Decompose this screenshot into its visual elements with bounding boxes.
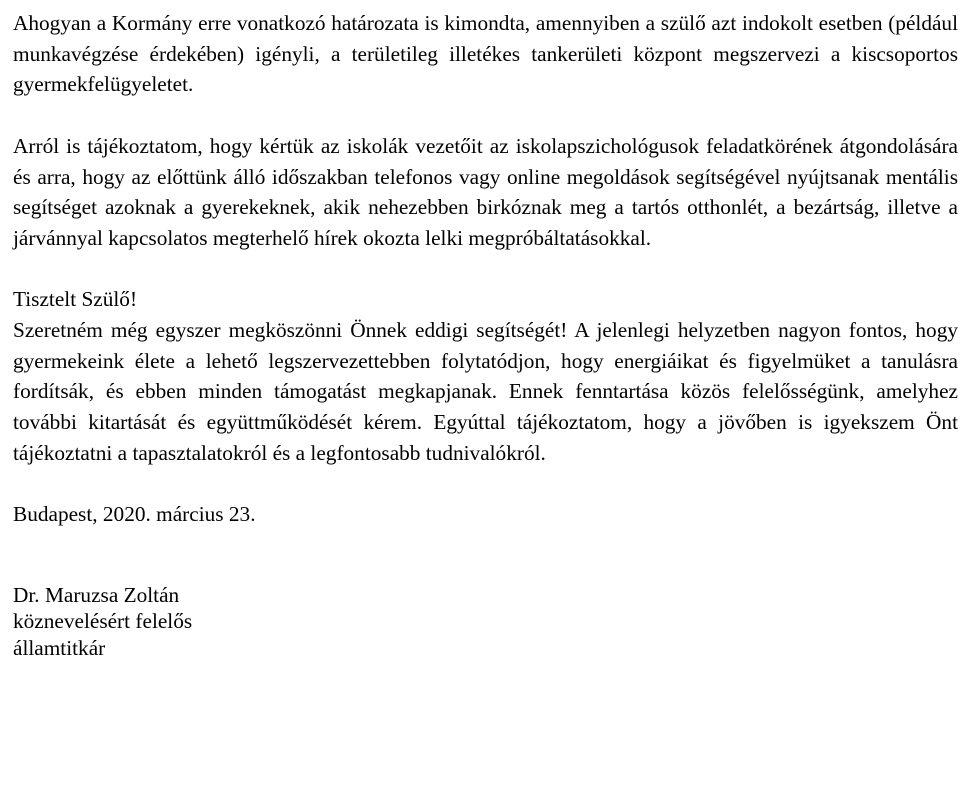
signatory-name: Dr. Maruzsa Zoltán (13, 582, 180, 607)
paragraph-thanks: Szeretném még egyszer megköszönni Önnek eddigi segítségét! A jelenlegi helyzetben nagyon fontos, hogy gyermekeink élete a lehető legszervezettebben folytatódjon, hogy energiáikat és figyelmüket a tanulásra fordítsák, és ebben minden támogatást megkapjanak. Ennek fenntartása közös felelősségünk, amelyhez további kitartását és együttműködését kérem. Egyúttal tájékoztatom, hogy a jövőben is igyekszem Önt tájékoztatni a tapasztalatokról és a legfontosabb tudnivalókról. (13, 318, 958, 465)
signatory-role-line-1: köznevelésért felelős (13, 609, 193, 634)
paragraph-spacer (13, 254, 958, 285)
place-date: Budapest, 2020. március 23. (13, 502, 256, 527)
paragraph-childcare: Ahogyan a Kormány erre vonatkozó határozata is kimondta, amennyiben a szülő azt indokolt esetben (például munkavégzése érdekében) igényli, a területileg illetékes tankerületi központ megszervezi a kiscsoportos gyermekfelügyeletet. (13, 11, 958, 97)
signatory-role-line-2: államtitkár (13, 635, 106, 660)
paragraph-spacer (13, 100, 958, 131)
paragraph-spacer (13, 469, 958, 500)
signature-spacer (13, 530, 958, 582)
paragraph-school-psychologists: Arról is tájékoztatom, hogy kértük az iskolák vezetőit az iskolapszichológusok feladatkörének átgondolására és arra, hogy az előttünk álló időszakban telefonos vagy online megoldások segítségével nyújtsanak mentális segítséget azoknak a gyerekeknek, akik nehezebben birkóznak meg a tartós otthonlét, a bezártság, illetve a járvánnyal kapcsolatos megterhelő hírek okozta lelki megpróbáltatásokkal. (13, 133, 958, 250)
letter-body (13, 8, 958, 661)
signature-block (13, 582, 958, 662)
salutation: Tisztelt Szülő! (13, 287, 138, 312)
